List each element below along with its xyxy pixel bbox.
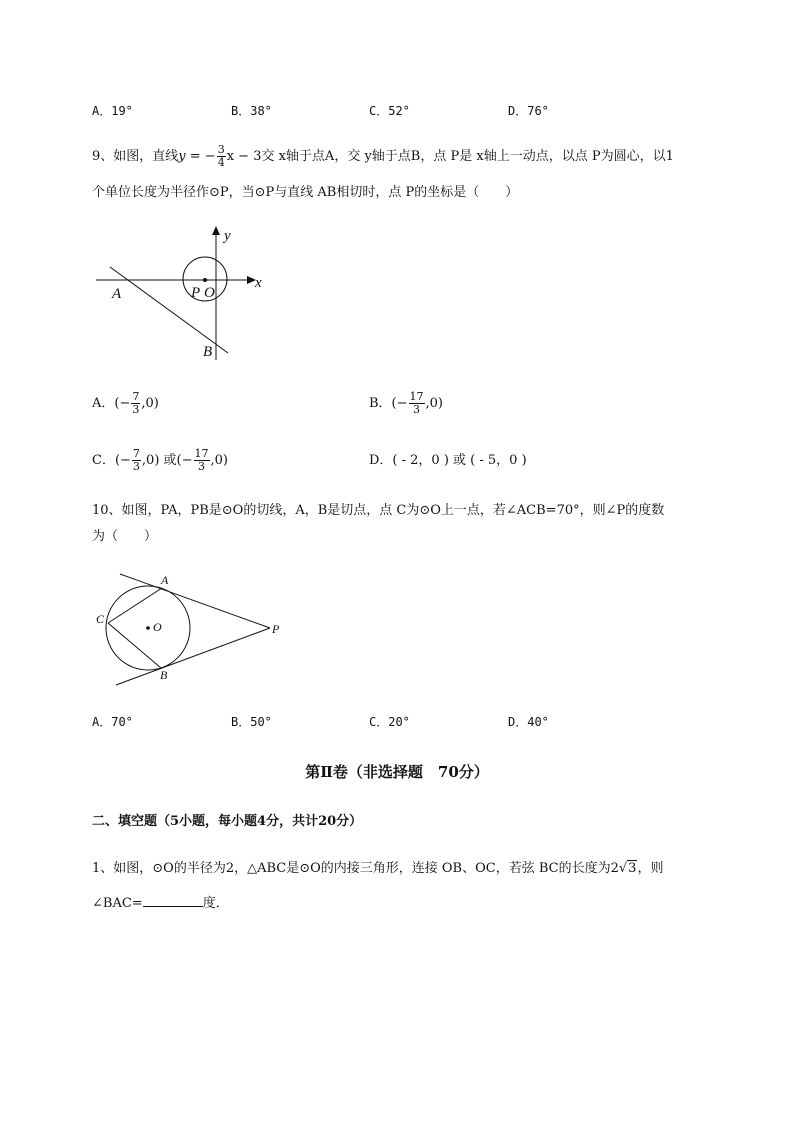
q9-option-c-den2: 3: [198, 460, 205, 473]
q9-label-y: y: [224, 228, 231, 244]
q9-label-a: A: [112, 286, 122, 302]
fill1-unit: 度．: [202, 896, 229, 911]
q9-eq-y: y: [178, 149, 186, 164]
q9-option-c-prefix: C．(−: [92, 453, 131, 468]
q9-label-p: P: [191, 285, 201, 301]
fill1-line1-end: ，则: [637, 861, 664, 876]
q9-option-b-fraction: [409, 391, 425, 416]
q9-option-b: [369, 391, 443, 417]
q9-y-arrow-icon: [212, 226, 220, 235]
q10-option-a: A．70°: [92, 715, 133, 729]
q9-option-b-num: 17: [409, 390, 424, 403]
q9-label-o: O: [204, 285, 215, 301]
sqrt-icon: √: [618, 861, 628, 876]
q9-option-c-num2: 17: [194, 447, 209, 460]
q9-option-c-num: 7: [132, 447, 140, 460]
q9-line2: 个单位长度为半径作⊙P，当⊙P与直线 AB相切时，点 P的坐标是（ ）: [92, 185, 519, 200]
fill1-line1: [92, 856, 663, 882]
q8-option-a: A．19°: [92, 104, 133, 118]
q9-figure: [90, 222, 280, 364]
q9-option-b-suffix: ,0): [425, 396, 444, 411]
q10-label-p: P: [272, 622, 280, 636]
q8-option-c: C．52°: [369, 104, 410, 118]
q10-label-b: B: [160, 668, 168, 682]
fill1-line1-text: 1、如图，⊙O的半径为2，△ABC是⊙O的内接三角形，连接 OB、OC，若弦 BC的长度为2: [92, 861, 619, 876]
q9-option-a-den: 3: [132, 403, 140, 416]
q9-option-a-fraction: [131, 391, 140, 416]
q8-option-d: D．76°: [508, 104, 549, 118]
q9-point-p: [203, 278, 207, 282]
q9-number: 9、如图，直线: [92, 149, 179, 164]
q10-chord-ca: [108, 588, 162, 623]
q10-tangent-pb: [116, 628, 270, 685]
fill1-line2: [92, 891, 229, 917]
q10-label-c: C: [96, 612, 105, 626]
fill1-sqrt-value: 3: [628, 861, 637, 876]
q9-label-x: x: [255, 275, 262, 291]
q10-option-d: D．40°: [508, 715, 549, 729]
q10-label-o: O: [153, 620, 162, 634]
q9-eq-rest: x − 3交 x轴于点A，交 y轴于点B，点 P是 x轴上一动点，以点 P为圆心，以1: [226, 149, 674, 164]
q9-eq-num: 3: [217, 143, 225, 156]
fill1-answer-blank[interactable]: [143, 894, 203, 907]
q9-option-a-suffix: ,0): [141, 396, 159, 411]
q9-option-b-den: 3: [413, 403, 421, 416]
q9-option-a-num: 7: [132, 390, 140, 403]
q10-line1: 10、如图，PA，PB是⊙O的切线，A，B是切点，点 C为⊙O上一点，若∠ACB=70°，则∠P的度数: [92, 503, 665, 518]
q9-eq-fraction: [217, 144, 226, 169]
q10-option-b: B．50°: [231, 715, 272, 729]
fill1-angle-label: ∠BAC=: [92, 896, 143, 911]
q9-option-a: [92, 391, 159, 417]
q9-option-d: D．( - 2，0 ) 或 ( - 5，0 ): [369, 453, 527, 468]
q9-eq-eq: = −: [185, 149, 216, 164]
section2-title: 第Ⅱ卷（非选择题 70分）: [305, 763, 489, 781]
q8-option-b: B．38°: [231, 104, 272, 118]
q9-eq-den: 4: [217, 156, 225, 169]
q9-line1: [92, 144, 674, 170]
q9-label-b: B: [203, 344, 213, 360]
q10-figure: [90, 566, 290, 690]
q10-label-a: A: [161, 573, 169, 587]
q10-center-o: [146, 626, 150, 630]
q9-option-c-fraction-2: [194, 448, 210, 473]
q9-option-c: [92, 448, 228, 474]
q9-option-c-fraction-1: [132, 448, 141, 473]
q9-option-b-prefix: B．(−: [369, 396, 408, 411]
q9-option-a-prefix: A．(−: [92, 396, 131, 411]
section2-subtitle: 二、填空题（5小题，每小题4分，共计20分）: [92, 814, 363, 829]
q10-option-c: C．20°: [369, 715, 410, 729]
q9-option-c-den: 3: [132, 460, 140, 473]
q9-option-c-suffix: ,0): [210, 453, 228, 468]
q9-option-c-mid: ,0) 或(−: [141, 453, 193, 468]
q10-line2: 为（ ）: [92, 529, 158, 544]
